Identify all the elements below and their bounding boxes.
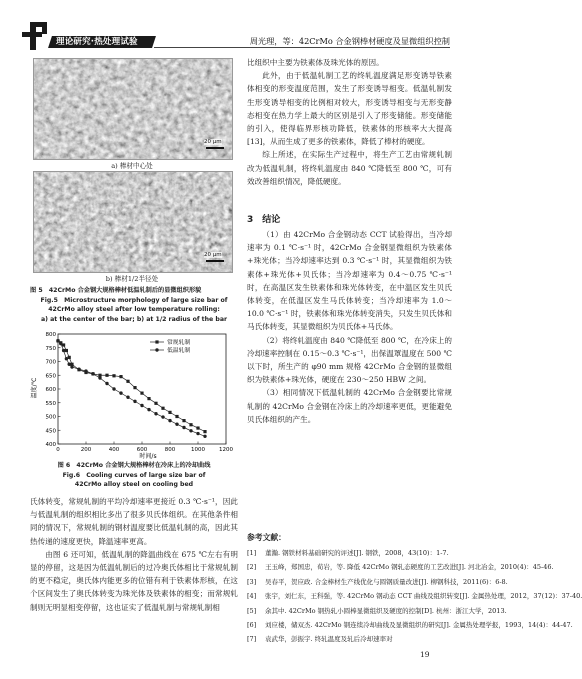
x-tick-label: 800 — [164, 447, 176, 453]
chart-y-label: 温度/℃ — [31, 377, 38, 399]
reference-item — [247, 634, 452, 648]
data-point-square — [119, 375, 122, 378]
data-point-circle — [203, 435, 206, 438]
y-tick-label: 400 — [45, 442, 56, 448]
reference-number: [6] — [247, 621, 257, 629]
data-point-circle — [168, 419, 171, 422]
reference-number: [2] — [247, 563, 257, 572]
x-tick-label: 400 — [108, 447, 120, 453]
data-point-circle — [91, 372, 94, 375]
data-point-square — [140, 392, 143, 395]
left-paragraph: 由图 6 还可知，低温轧制的降温曲线在 675 ℃左右有明显的停留，这是因为低温轧制后的过冷奥氏体相比于常规轧制的更不稳定，奥氏体内能更多的位错有利于铁素体形核，在这个区间发生了奥氏体转变为珠光体及铁素体的相变；而常规轧制则无明显相变停留，这也证实了低温轧制与常规轧制相 — [30, 549, 238, 612]
y-tick-label: 600 — [45, 387, 56, 393]
data-point-square — [147, 397, 150, 400]
legend-marker-square — [155, 340, 158, 343]
figure5-caption-en1: Fig.5 Microstructure morphology of large size bar of — [40, 296, 228, 304]
data-point-circle — [62, 349, 65, 352]
data-point-square — [175, 415, 178, 418]
data-point-square — [133, 386, 136, 389]
data-point-square — [168, 411, 171, 414]
micrograph-a-image — [34, 59, 232, 159]
column-logo-text: 理论研究·热处理试验 — [56, 37, 138, 47]
data-point-circle — [189, 429, 192, 432]
conclusion-item: （3）相同情况下低温轧制的 42CrMo 合金钢要比常规轧制的 42CrMo 合金钢在冷床上的冷却速率更低，更能避免贝氏体组织的产生。 — [247, 388, 452, 424]
data-point-circle — [105, 382, 108, 385]
series-line-conventional — [58, 341, 205, 432]
left-body-text — [30, 495, 238, 614]
section-heading-conclusion: 3 结论 — [247, 215, 281, 225]
chart-frame — [58, 334, 226, 444]
data-point-circle — [140, 404, 143, 407]
y-tick-label: 550 — [45, 400, 56, 407]
journal-logo-icon — [22, 22, 48, 50]
right-paragraph: 综上所述，在实际生产过程中，将生产工艺由常规轧制改为低温轧制，将终轧温度由 840 ℃降低至 800 ℃，可有效改善组织情况，降低硬度。 — [247, 150, 452, 186]
data-point-square — [112, 374, 115, 377]
reference-number: [1] — [247, 549, 257, 557]
micrograph-b-caption: b) 棒材1/2半径处 — [105, 275, 159, 283]
reference-text: 余其中. 42CrMo 钢热轧小圆棒显微组织及硬度的控制[D]. 杭州：浙江大学，2013. — [265, 606, 507, 615]
data-point-circle — [84, 369, 87, 372]
data-point-circle — [147, 408, 150, 411]
data-point-circle — [126, 396, 129, 399]
left-paragraph: 氏体转变，常规轧制的平均冷却速率更接近 0.3 ℃·s⁻¹，因此与低温轧制的组织相比多出了很多贝氏体组织。在其他条件相同的情况下，常规轧制的钢材温度要比低温轧制的高，因此其热传递的速度更快，降温速率更高。 — [30, 497, 238, 546]
data-point-circle — [196, 432, 199, 435]
reference-text: 王玉峰，郑国忠，荀岩，等. 降低 42CrMo 钢轧态硬度的工艺改进[J]. 河北冶金，2010(4)：45-46. — [265, 563, 554, 572]
data-point-circle — [70, 365, 73, 368]
reference-number: [3] — [247, 577, 257, 586]
data-point-circle — [68, 363, 71, 366]
y-tick-label: 800 — [45, 332, 56, 338]
legend-label: 低温轧制 — [167, 348, 191, 354]
cooling-curve-chart — [30, 328, 236, 460]
data-point-square — [182, 419, 185, 422]
running-title: 周光理，等：42CrMo 合金钢棒材硬度及显微组织控制 — [249, 36, 450, 46]
data-point-circle — [65, 357, 68, 360]
data-point-circle — [182, 426, 185, 429]
figure6-caption-cn: 图 6 42CrMo 合金钢大规格棒材在冷床上的冷却曲线 — [57, 462, 211, 469]
figure5-caption — [30, 286, 238, 324]
data-point-square — [203, 430, 206, 433]
reference-text: 袁武华，彭振宇. 终轧温度及轧后冷却速率对 — [265, 635, 393, 644]
y-tick-label: 450 — [45, 428, 56, 435]
page-number: 19 — [420, 650, 430, 659]
data-point-circle — [175, 423, 178, 426]
reference-item — [247, 606, 507, 620]
data-point-circle — [77, 368, 80, 371]
x-tick-label: 0 — [56, 447, 60, 453]
data-point-square — [105, 374, 108, 377]
scale-bar-b — [206, 260, 224, 262]
reference-item — [247, 591, 582, 605]
scale-bar-a — [206, 147, 224, 149]
reference-item — [247, 548, 452, 562]
figure5-caption-en3: a) at the center of the bar; b) at 1/2 radius of the bar — [40, 315, 228, 323]
x-tick-label: 1000 — [191, 447, 205, 453]
figure6-caption-en2: 42CrMo alloy steel on cooling bed — [74, 481, 194, 489]
right-paragraph: 比组织中主要为铁素体及珠光体的原因。 — [247, 58, 384, 67]
reference-item — [247, 562, 554, 576]
reference-number: [7] — [247, 635, 257, 644]
reference-text: 张宇，刘仁东，王科强，等. 42CrMo 钢动态 CCT 曲线及组织转变[J]. 金属热处理，2012，37(12)：37-40. — [265, 592, 582, 601]
data-point-circle — [133, 400, 136, 403]
data-point-circle — [112, 387, 115, 390]
right-body-text — [247, 56, 452, 188]
conclusion-item: （1）由 42CrMo 合金钢动态 CCT 试验得出，当冷却速率为 0.1 ℃·s⁻¹ 时，42CrMo 合金钢显微组织为铁素体+珠光体；当冷却速率达到 0.3 ℃·s⁻¹ 时，其显微组织为铁素体+珠光体+贝氏体；当冷却速率为 0.4～0.75 ℃·s⁻¹ 时，在高温区发生铁素体和珠光体转变，在中温区发生贝氏体转变，在低温区发生马氏体转变；当冷却速率为 1.0～10.0 ℃·s⁻¹ 时，铁素体和珠光体转变消失，只发生贝氏体和马氏体转变，其显微组织为贝氏体+马氏体。 — [247, 230, 452, 332]
figure6-caption — [30, 461, 238, 490]
reference-text: 刘应楼，储双杰. 42CrMo 钢连续冷却曲线及显微组织的研究[J]. 金属热处理学报，1993，14(4)：44-47. — [265, 621, 573, 629]
figure6-caption-en1: Fig.6 Cooling curves of large size bar of — [62, 471, 206, 479]
reference-item — [247, 577, 508, 591]
data-point-square — [161, 407, 164, 410]
chart-x-label: 时间/s — [139, 453, 157, 460]
x-tick-label: 200 — [80, 447, 92, 453]
figure5-caption-cn: 图 5 42CrMo 合金钢大规格棒材低温轧制后的显微组织形貌 — [30, 287, 202, 294]
micrograph-b — [33, 171, 233, 273]
right-paragraph: 此外，由于低温轧制工艺的终轧温度满足形变诱导铁素体相变的形变温度范围，发生了形变诱导相变。低温轧制发生形变诱导相变的比例相对较大，形变诱导相变与无形变静态相变在热力学上最大的区别是引入了形变储能。形变储能的引入，使得临界形核功降低，铁素体的形核率大大提高[13]，从而生成了更多的铁素体，降低了棒材的硬度。 — [247, 71, 452, 147]
scale-label-a: 20 μm — [204, 139, 222, 145]
data-point-circle — [56, 339, 59, 342]
reference-text: 董瀚. 钢铁材料基础研究的评述[J]. 钢铁，2008，43(10)：1-7. — [265, 549, 449, 557]
figure5-caption-en2: 42CrMo alloy steel after low temperature rolling: — [48, 306, 220, 314]
micrograph-a-caption: a) 棒材中心处 — [111, 162, 153, 170]
data-point-circle — [161, 415, 164, 418]
data-point-circle — [119, 391, 122, 394]
reference-item — [247, 620, 573, 634]
conclusion-item: （2）将终轧温度由 840 ℃降低至 800 ℃，在冷床上的冷却速率控制在 0.15～0.3 ℃·s⁻¹，出保温罩温度在 500 ℃以下时，所生产的 φ90 mm 规格 42CrMo 合金钢的显微组织为铁素体+珠光体，硬度在 230～250 HBW 之间。 — [247, 335, 452, 385]
micrograph-b-image — [34, 172, 232, 272]
y-tick-label: 650 — [45, 373, 56, 380]
header-rule — [154, 47, 450, 48]
references-heading: 参考文献： — [247, 533, 286, 542]
data-point-circle — [59, 342, 62, 345]
data-point-circle — [98, 376, 101, 379]
data-point-square — [196, 426, 199, 429]
scale-label-b: 20 μm — [204, 252, 222, 258]
x-tick-label: 1200 — [219, 447, 233, 453]
data-point-square — [126, 380, 129, 383]
y-tick-label: 750 — [45, 345, 56, 352]
data-point-circle — [154, 412, 157, 415]
reference-number: [5] — [247, 606, 257, 615]
data-point-square — [154, 402, 157, 405]
legend-marker-circle — [155, 348, 158, 351]
y-tick-label: 500 — [45, 414, 56, 421]
reference-text: 吴春平，贺应政. 合金棒材生产线优化与圆钢质量改进[J]. 柳钢科技，2011(6)：6-8. — [265, 577, 508, 586]
micrograph-a — [33, 58, 233, 160]
x-tick-label: 600 — [136, 447, 148, 453]
reference-number: [4] — [247, 592, 257, 601]
conclusion-text — [247, 228, 452, 426]
legend-label: 常规轧制 — [167, 340, 191, 346]
y-tick-label: 700 — [45, 359, 56, 366]
data-point-square — [189, 423, 192, 426]
